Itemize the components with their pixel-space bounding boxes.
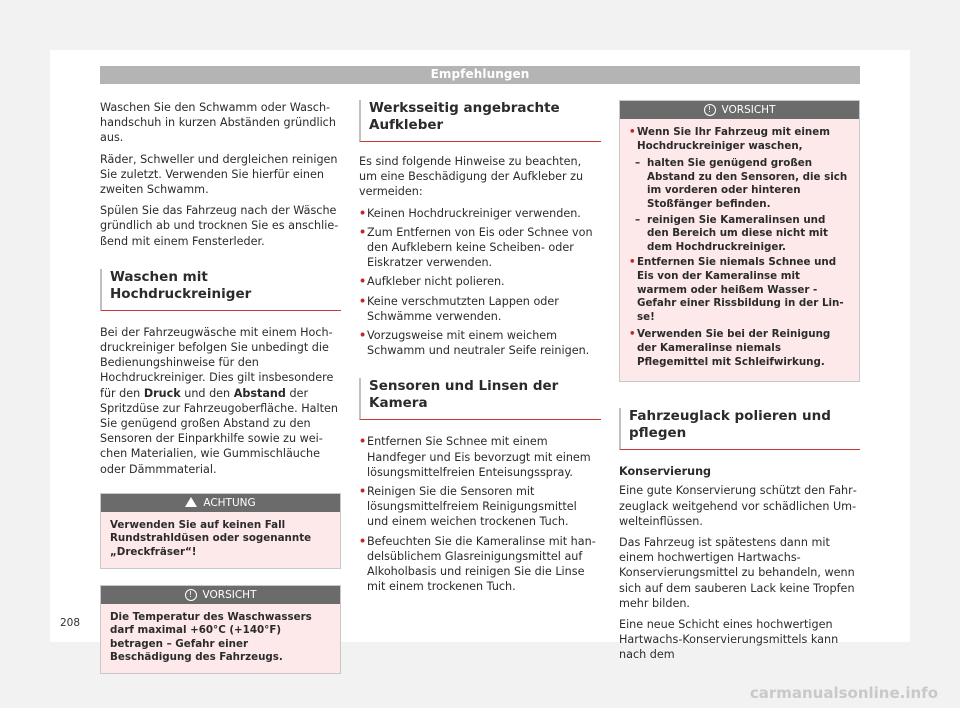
section-heading: Sensoren und Linsen der Kamera xyxy=(359,378,601,420)
list-item: • Aufkleber nicht polieren. xyxy=(359,274,601,289)
page-header-title: Empfehlungen xyxy=(430,67,530,81)
page-header xyxy=(100,66,860,84)
vorsicht-header xyxy=(101,586,340,604)
bullet-list xyxy=(359,206,601,359)
list-item: • Verwenden Sie bei der Reinigung der Kameralinse niemals Pflegemittel mit Schleifwirkung. xyxy=(629,328,850,369)
bold-text: Druck xyxy=(143,386,181,400)
text-run: Bei der Fahrzeugwäsche mit einem Hochdruckreiniger befolgen Sie unbedingt die Bedienungshinweise für den Hochdruckreiniger. Dies gilt insbesondere für den xyxy=(100,325,334,400)
vorsicht-title: VORSICHT xyxy=(202,588,257,601)
text-run: der Spritzdüse zur Fahrzeugoberfläche. Halten Sie genügend großen Abstand zu den Sensoren der Einparkhilfe sowie zu weichen Materialien, wie Gummischläuche oder Dämmmaterial. xyxy=(100,386,338,476)
dash-list xyxy=(629,157,850,254)
list-item: • Vorzugsweise mit einem weichem Schwamm und neutraler Seife reinigen. xyxy=(359,328,601,358)
paragraph: Räder, Schweller und dergleichen reinigen Sie zuletzt. Verwenden Sie hierfür einen zweiten Schwamm. xyxy=(100,152,338,197)
section-heading: Waschen mit Hochdruckreiniger xyxy=(100,269,341,311)
achtung-box xyxy=(100,493,341,569)
paragraph xyxy=(100,325,341,477)
list-item: • Wenn Sie Ihr Fahrzeug mit einem Hochdruckreiniger waschen, xyxy=(629,126,850,153)
info-icon: ! xyxy=(185,589,197,601)
vorsicht-text: Die Temperatur des Waschwassers darf maximal +60°C (+140°F) betragen – Gefahr einer Beschädigung des Fahrzeugs. xyxy=(101,604,340,673)
column-2 xyxy=(359,100,601,598)
list-item: • Zum Entfernen von Eis oder Schnee von den Aufklebern keine Scheiben- oder Eiskratzer verwenden. xyxy=(359,225,601,271)
vorsicht-body xyxy=(620,119,859,381)
page-number: 208 xyxy=(60,617,81,629)
bold-text: Abstand xyxy=(233,386,286,400)
vorsicht-title: VORSICHT xyxy=(721,104,776,116)
warning-icon xyxy=(185,497,197,507)
subheading: Konservierung xyxy=(619,465,712,479)
achtung-text: Verwenden Sie auf keinen Fall Rundstrahldüsen oder sogenannte „Dreckfräser“! xyxy=(101,512,340,568)
watermark: carmanualsonline.info xyxy=(749,684,938,702)
achtung-header xyxy=(101,494,340,512)
paragraph: Spülen Sie das Fahrzeug nach der Wäsche gründlich ab und trocknen Sie es anschließend mit einem Fensterleder. xyxy=(100,204,339,248)
paragraph: Waschen Sie den Schwamm oder Waschhandschuh in kurzen Abständen gründlich aus. xyxy=(100,101,336,145)
section-heading: Fahrzeuglack polieren und pflegen xyxy=(619,408,860,450)
list-item: – reinigen Sie Kameralinsen und den Bereich um diese nicht mit dem Hochdruckreiniger. xyxy=(629,214,850,255)
list-item: • Entfernen Sie niemals Schnee und Eis von der Kameralinse mit warmem oder heißem Wasser - Gefahr einer Rissbildung in der Linse! xyxy=(629,256,850,324)
vorsicht-box xyxy=(619,100,860,382)
text-run: und den xyxy=(180,386,234,400)
list-item: • Reinigen Sie die Sensoren mit lösungsmittelfreiem Reinigungsmittel und einem weichen trockenen Tuch. xyxy=(359,484,601,530)
list-item: • Entfernen Sie Schnee mit einem Handfeger und Eis bevorzugt mit einem lösungsmittelfreien Enteisungsspray. xyxy=(359,434,601,480)
list-item: • Keine verschmutzten Lappen oder Schwämme verwenden. xyxy=(359,294,601,324)
list-item: • Keinen Hochdruckreiniger verwenden. xyxy=(359,206,601,221)
achtung-title: ACHTUNG xyxy=(203,496,256,509)
list-item: • Befeuchten Sie die Kameralinse mit handelsüblichem Glasreinigungsmittel auf Alkoholbasis und reinigen Sie die Linse mit einem trockenen Tuch. xyxy=(359,534,601,595)
column-1 xyxy=(100,100,341,674)
vorsicht-header xyxy=(620,101,859,119)
paragraph: Es sind folgende Hinweise zu beachten, um eine Beschädigung der Aufkleber zu vermeiden: xyxy=(359,155,584,199)
column-3 xyxy=(619,100,860,669)
paragraph: Eine neue Schicht eines hochwertigen Hartwachs-Konservierungsmittels kann nach dem xyxy=(619,617,839,662)
bullet-list xyxy=(359,434,601,594)
paragraph: Das Fahrzeug ist spätestens dann mit einem hochwertigen Hartwachs-Konservierungsmittel zu behandeln, wenn sich auf dem sauberen Lack keine Tropfen mehr bilden. xyxy=(619,535,855,610)
list-item: – halten Sie genügend großen Abstand zu den Sensoren, die sich im vorderen oder hinteren Stoßfänger befinden. xyxy=(629,157,850,211)
paragraph: Eine gute Konservierung schützt den Fahrzeuglack weitgehend vor schädlichen Umwelteinflüssen. xyxy=(619,484,857,528)
section-heading: Werksseitig angebrachte Aufkleber xyxy=(359,100,601,142)
info-icon: ! xyxy=(704,104,716,116)
vorsicht-box xyxy=(100,585,341,674)
